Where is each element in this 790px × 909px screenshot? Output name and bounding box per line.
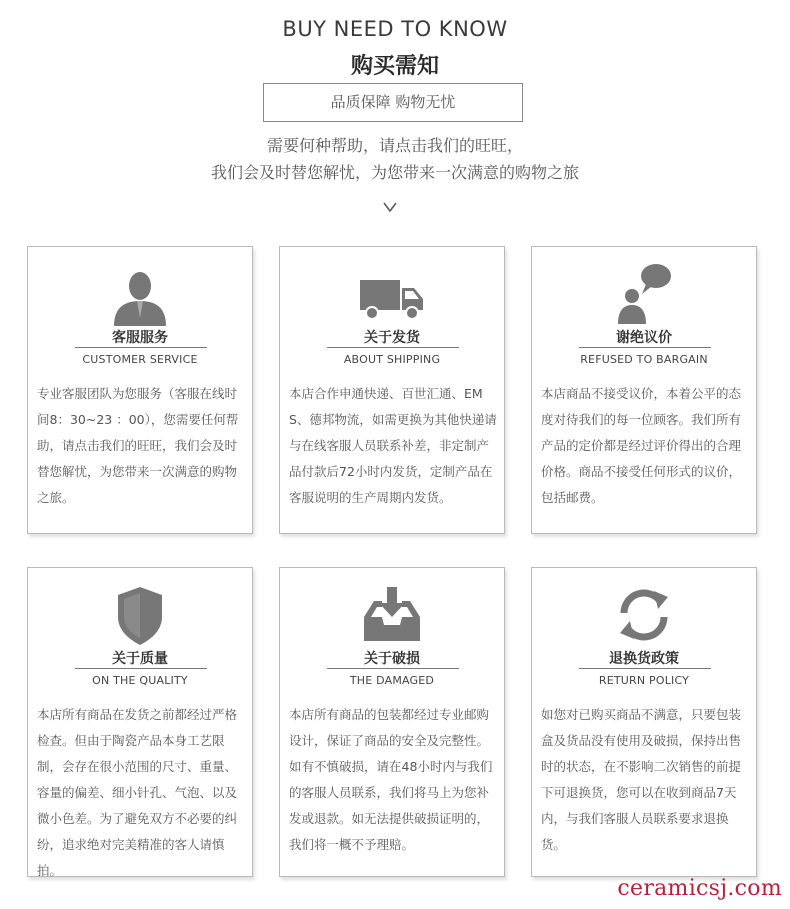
card-quality xyxy=(27,567,253,877)
divider xyxy=(579,347,711,348)
card-desc: 本店合作申通快递、百世汇通、EMS、德邦物流，如需更换为其他快递请与在线客服人员联系补差，非定制产品付款后72小时内发货，定制产品在客服说明的生产周期内发货。 xyxy=(289,386,497,505)
intro-line-1: 需要何种帮助，请点击我们的旺旺， xyxy=(266,136,523,155)
card-desc: 本店所有商品在发货之前都经过严格检查。但由于陶瓷产品本身工艺限制，会存在很小范围的尺寸、重量、容量的偏差、细小针孔、气泡、以及微小色差。为了避免双方不必要的纠纷，追求绝对完美精准的客人请慎拍。 xyxy=(37,707,238,878)
divider xyxy=(75,347,207,348)
card-title-cn: 谢绝议价 xyxy=(616,330,672,346)
divider xyxy=(579,668,711,669)
card-desc: 本店所有商品的包装都经过专业邮购设计，保证了商品的安全及完整性。如有不慎破损，请在48小时内与我们的客服人员联系，我们将马上为您补发或退款。如无法提供破损证明的，我们将一概不予理赔。 xyxy=(289,707,493,852)
card-title-cn: 关于发货 xyxy=(364,330,420,346)
refresh-icon xyxy=(532,583,756,647)
card-title-en: CUSTOMER SERVICE xyxy=(82,353,198,366)
shield-icon xyxy=(28,583,252,647)
card-title-en: RETURN POLICY xyxy=(598,674,690,687)
card-shipping xyxy=(279,246,505,534)
watermark: ceramicsj.com xyxy=(617,876,782,901)
card-title-cn: 关于质量 xyxy=(112,651,168,667)
card-title-cn: 关于破损 xyxy=(364,651,420,667)
card-title-cn: 客服服务 xyxy=(112,330,168,346)
title-cn: 购买需知 xyxy=(350,54,439,79)
card-bargain xyxy=(531,246,757,534)
title-en: BUY NEED TO KNOW xyxy=(282,17,508,41)
intro-line-2: 我们会及时替您解忧，为您带来一次满意的购物之旅 xyxy=(210,163,579,182)
card-title-cn: 退换货政策 xyxy=(609,651,679,667)
chat-person-icon xyxy=(532,262,756,326)
divider xyxy=(75,668,207,669)
slogan-box: 品质保障 购物无忧 xyxy=(263,83,523,122)
card-desc: 专业客服团队为您服务（客服在线时间8：30~23 ：00），您需要任何帮助，请点击我们的旺旺，我们会及时替您解忧，为您带来一次满意的购物之旅。 xyxy=(37,386,239,505)
chevron-down-icon xyxy=(382,198,398,217)
truck-icon xyxy=(280,262,504,326)
card-customer-service xyxy=(27,246,253,534)
customer-service-icon xyxy=(28,262,252,326)
card-title-en: ON THE QUALITY xyxy=(92,674,188,687)
card-damaged xyxy=(279,567,505,877)
card-title-en: THE DAMAGED xyxy=(349,674,435,687)
divider xyxy=(327,347,459,348)
card-title-en: ABOUT SHIPPING xyxy=(343,353,441,366)
card-title-en: REFUSED TO BARGAIN xyxy=(580,353,708,366)
card-desc: 本店商品不接受议价，本着公平的态度对待我们的每一位顾客。我们所有产品的定价都是经过评价得出的合理价格。商品不接受任何形式的议价，包括邮费。 xyxy=(541,386,742,505)
card-return-policy xyxy=(531,567,757,877)
divider xyxy=(327,668,459,669)
card-desc: 如您对已购买商品不满意，只要包装盒及货品没有使用及破损，保持出售时的状态，在不影响二次销售的前提下可退换货，您可以在收到商品7天内，与我们客服人员联系要求退换货。 xyxy=(541,707,742,852)
inbox-download-icon xyxy=(280,583,504,647)
